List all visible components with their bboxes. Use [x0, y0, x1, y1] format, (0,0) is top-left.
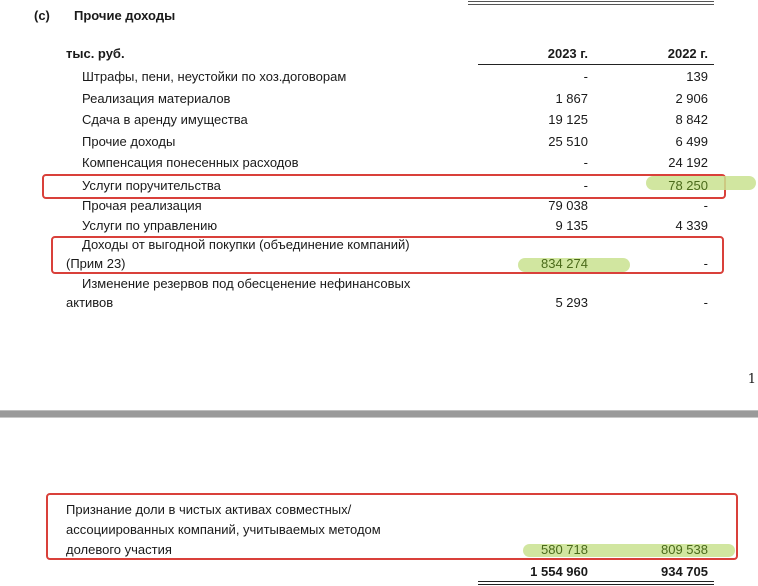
row-value-2023: 79 038	[548, 198, 588, 213]
row-value-2022: -	[703, 256, 708, 271]
row-label: Прочая реализация	[82, 198, 202, 213]
row-value-2023: -	[583, 178, 588, 193]
row-label-line1: Доходы от выгодной покупки (объединение компаний)	[82, 237, 410, 252]
row-label: Сдача в аренду имущества	[82, 112, 248, 127]
header-underline	[478, 64, 714, 65]
section-title: Прочие доходы	[74, 8, 176, 23]
row-label: Реализация материалов	[82, 91, 231, 106]
total-2022: 934 705	[661, 564, 708, 579]
row-value-2022: 139	[686, 69, 708, 84]
table-row-cont	[0, 293, 758, 313]
row-label: Услуги поручительства	[82, 178, 221, 193]
row-value-2022: 24 192	[668, 155, 708, 170]
row-value-2022: -	[703, 198, 708, 213]
table-row-highlighted-cont	[0, 254, 758, 274]
table-row-highlighted	[0, 235, 758, 255]
table-row-highlighted-cont	[0, 520, 758, 540]
table-row	[0, 274, 758, 294]
total-double-underline	[478, 581, 714, 585]
row-value-2022: 78 250	[668, 178, 708, 193]
row-label: Прочие доходы	[82, 134, 176, 149]
row-value-2023: 5 293	[555, 295, 588, 310]
row-value-2023: 9 135	[555, 218, 588, 233]
row-value-2022: 809 538	[661, 542, 708, 557]
row-value-2022: -	[703, 295, 708, 310]
row-value-2022: 8 842	[675, 112, 708, 127]
column-header-2022: 2022 г.	[667, 46, 708, 61]
table-row	[0, 132, 758, 152]
total-2023: 1 554 960	[530, 564, 588, 579]
row-label-line1: Изменение резервов под обесценение нефинансовых	[82, 276, 411, 291]
row-value-2022: 6 499	[675, 134, 708, 149]
table-row-highlighted	[0, 176, 758, 196]
row-label-line2: активов	[66, 295, 114, 310]
row-label-line1: Признание доли в чистых активах совместных/	[66, 502, 352, 517]
row-value-2023: 19 125	[548, 112, 588, 127]
row-value-2023: -	[583, 155, 588, 170]
row-label-line3: долевого участия	[66, 542, 172, 557]
page-number: 1	[747, 372, 756, 387]
row-value-2023: 834 274	[541, 256, 588, 271]
row-value-2022: 2 906	[675, 91, 708, 106]
total-row	[0, 562, 758, 582]
page-separator	[0, 410, 758, 418]
table-row	[0, 153, 758, 173]
row-label-line2: (Прим 23)	[66, 256, 126, 271]
table-row	[0, 216, 758, 236]
section-letter: (c)	[34, 8, 50, 23]
row-value-2023: 1 867	[555, 91, 588, 106]
row-value-2023: 580 718	[541, 542, 588, 557]
row-label: Услуги по управлению	[82, 218, 218, 233]
row-label: Штрафы, пени, неустойки по хоз.договорам	[82, 69, 347, 84]
row-value-2023: 25 510	[548, 134, 588, 149]
row-label-line2: ассоциированных компаний, учитываемых методом	[66, 522, 381, 537]
previous-table-double-underline	[468, 1, 714, 5]
row-value-2022: 4 339	[675, 218, 708, 233]
table-row	[0, 67, 758, 87]
table-row	[0, 89, 758, 109]
table-row-highlighted	[0, 500, 758, 520]
table-row	[0, 110, 758, 130]
unit-label: тыс. руб.	[66, 46, 125, 61]
row-value-2023: -	[583, 69, 588, 84]
column-header-2023: 2023 г.	[547, 46, 588, 61]
row-label: Компенсация понесенных расходов	[82, 155, 299, 170]
table-row-highlighted-cont	[0, 540, 758, 560]
table-row	[0, 196, 758, 216]
